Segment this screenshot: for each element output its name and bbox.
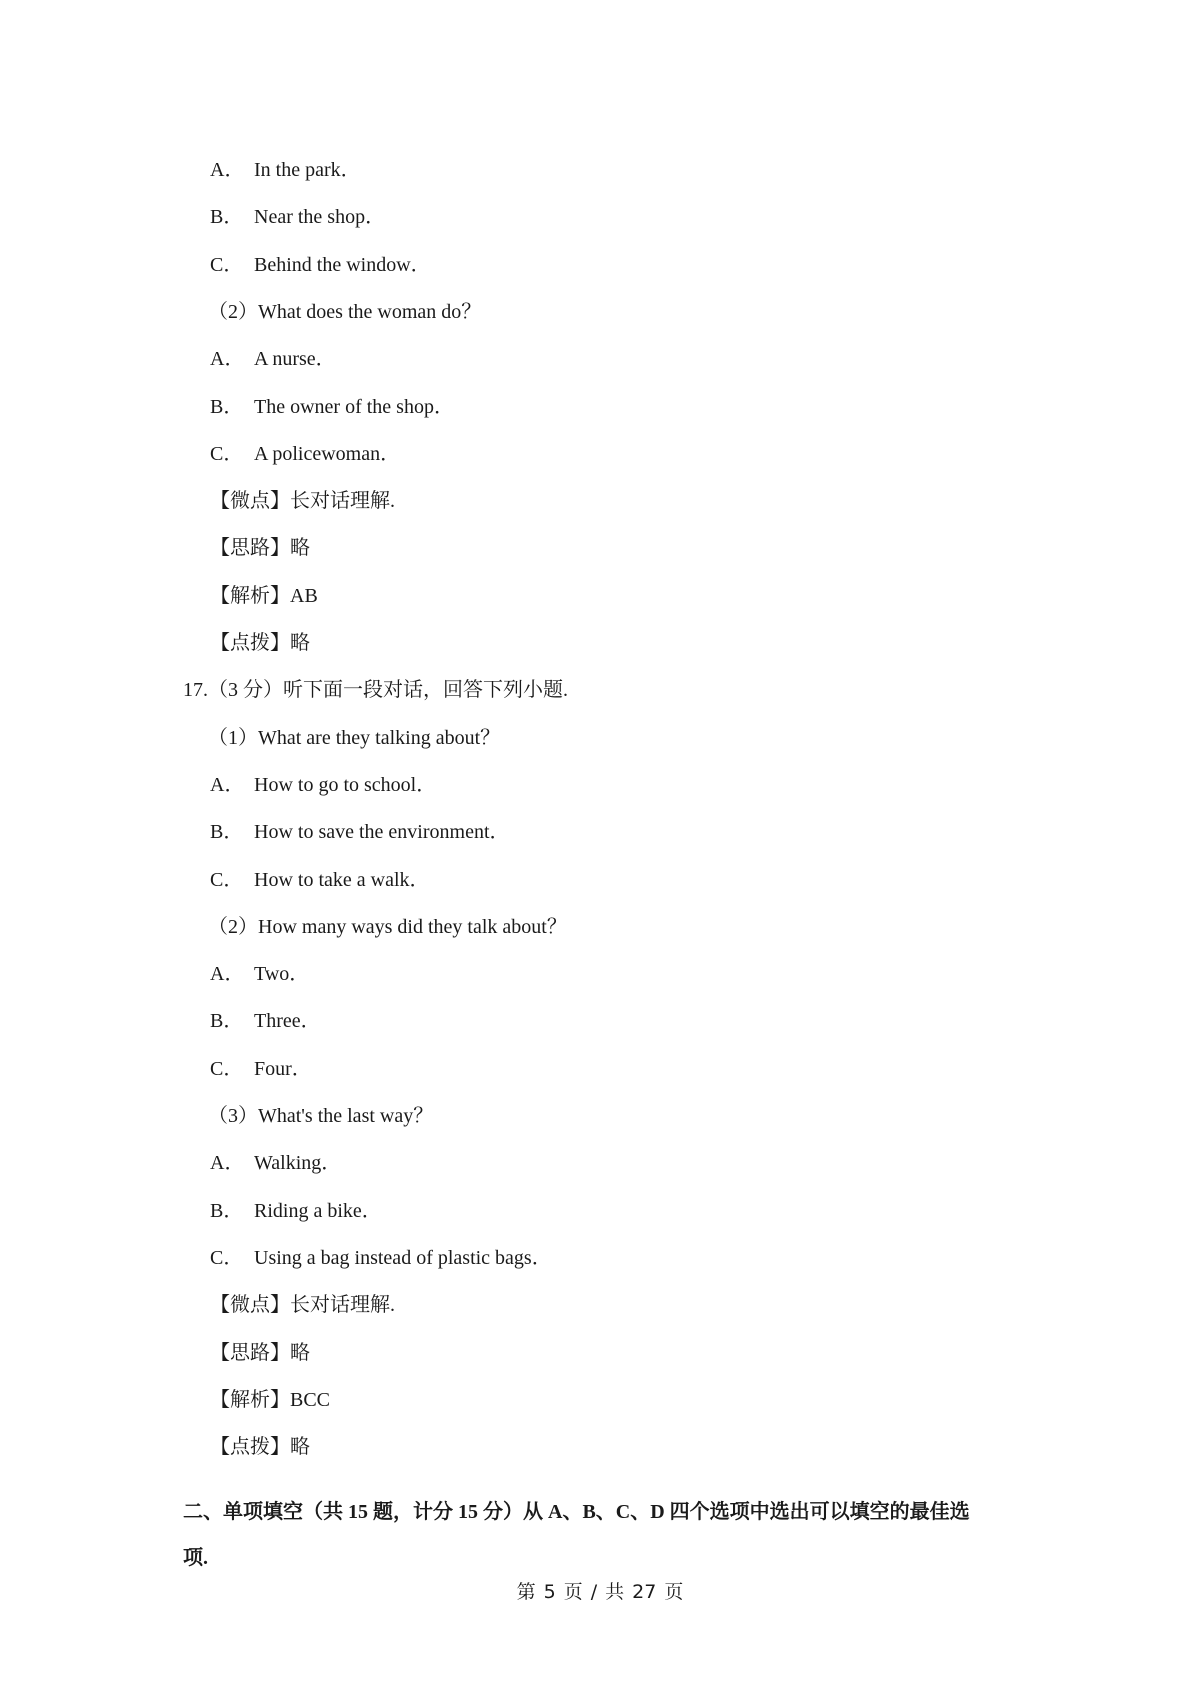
answer-note: 【解析】BCC [210,1389,331,1411]
section-heading: 二、单项填空（共 15 题，计分 15 分）从 A、B、C、D 四个选项中选出可以填空的最佳选 [183,1501,970,1523]
answer-note: 【微点】长对话理解. [210,1294,395,1316]
option-letter: B． [210,396,244,418]
answer-note: 【解析】AB [210,585,318,607]
option-letter: B． [210,1010,244,1032]
option-text: How to save the environment． [254,821,510,843]
answer-note: 【微点】长对话理解. [210,490,395,512]
option-text: Using a bag instead of plastic bags． [254,1247,552,1269]
option-letter: A． [210,963,245,985]
answer-note: 【思路】略 [210,537,310,559]
option-letter: B． [210,1200,244,1222]
answer-option [210,346,336,372]
option-letter: B． [210,821,244,843]
section-heading-cont: 项. [183,1547,208,1569]
option-letter: C． [210,254,244,276]
answer-option [210,1198,382,1224]
answer-option [210,1245,552,1271]
answer-option [210,1008,321,1034]
answer-note: 【点拨】略 [210,632,310,654]
answer-option [210,772,436,798]
answer-option [210,204,385,230]
footer-page-word: 页 [563,1581,583,1603]
footer-total-pages: 27 [632,1581,657,1603]
answer-option [210,252,431,278]
answer-option [210,1056,312,1082]
answer-option [210,394,454,420]
answer-note: 【思路】略 [210,1342,310,1364]
answer-option [210,867,430,893]
answer-option [210,819,510,845]
option-text: The owner of the shop． [254,396,454,418]
sub-question: （3）What's the last way？ [208,1105,434,1127]
option-letter: B． [210,206,244,228]
option-letter: C． [210,443,244,465]
option-text: Two． [254,963,310,985]
answer-note: 【点拨】略 [210,1436,310,1458]
option-letter: A． [210,348,245,370]
option-text: Riding a bike． [254,1200,382,1222]
option-text: Three． [254,1010,321,1032]
option-text: Behind the window． [254,254,431,276]
footer-slash: / [590,1581,598,1603]
answer-option [210,441,400,467]
footer-end-word: 页 [664,1581,684,1603]
sub-question: （2）What does the woman do？ [208,301,482,323]
option-text: In the park． [254,159,361,181]
option-letter: C． [210,869,244,891]
option-text: A policewoman． [254,443,401,465]
answer-option [210,157,361,183]
footer-total-word: 共 [605,1581,625,1603]
option-text: A nurse． [254,348,336,370]
option-letter: A． [210,1152,245,1174]
option-text: How to take a walk． [254,869,430,891]
footer-pre: 第 [516,1581,536,1603]
question-heading: 17.（3 分）听下面一段对话，回答下列小题. [183,679,568,701]
footer-current-page: 5 [543,1581,556,1603]
sub-question: （2）How many ways did they talk about？ [208,916,567,938]
answer-option [210,1150,341,1176]
option-letter: A． [210,159,245,181]
option-text: How to go to school． [254,774,437,796]
option-letter: C． [210,1058,244,1080]
option-text: Four． [254,1058,312,1080]
option-letter: C． [210,1247,244,1269]
option-letter: A． [210,774,245,796]
option-text: Walking． [254,1152,342,1174]
sub-question: （1）What are they talking about？ [208,727,501,749]
option-text: Near the shop． [254,206,386,228]
page-footer [0,1579,1200,1605]
answer-option [210,961,309,987]
